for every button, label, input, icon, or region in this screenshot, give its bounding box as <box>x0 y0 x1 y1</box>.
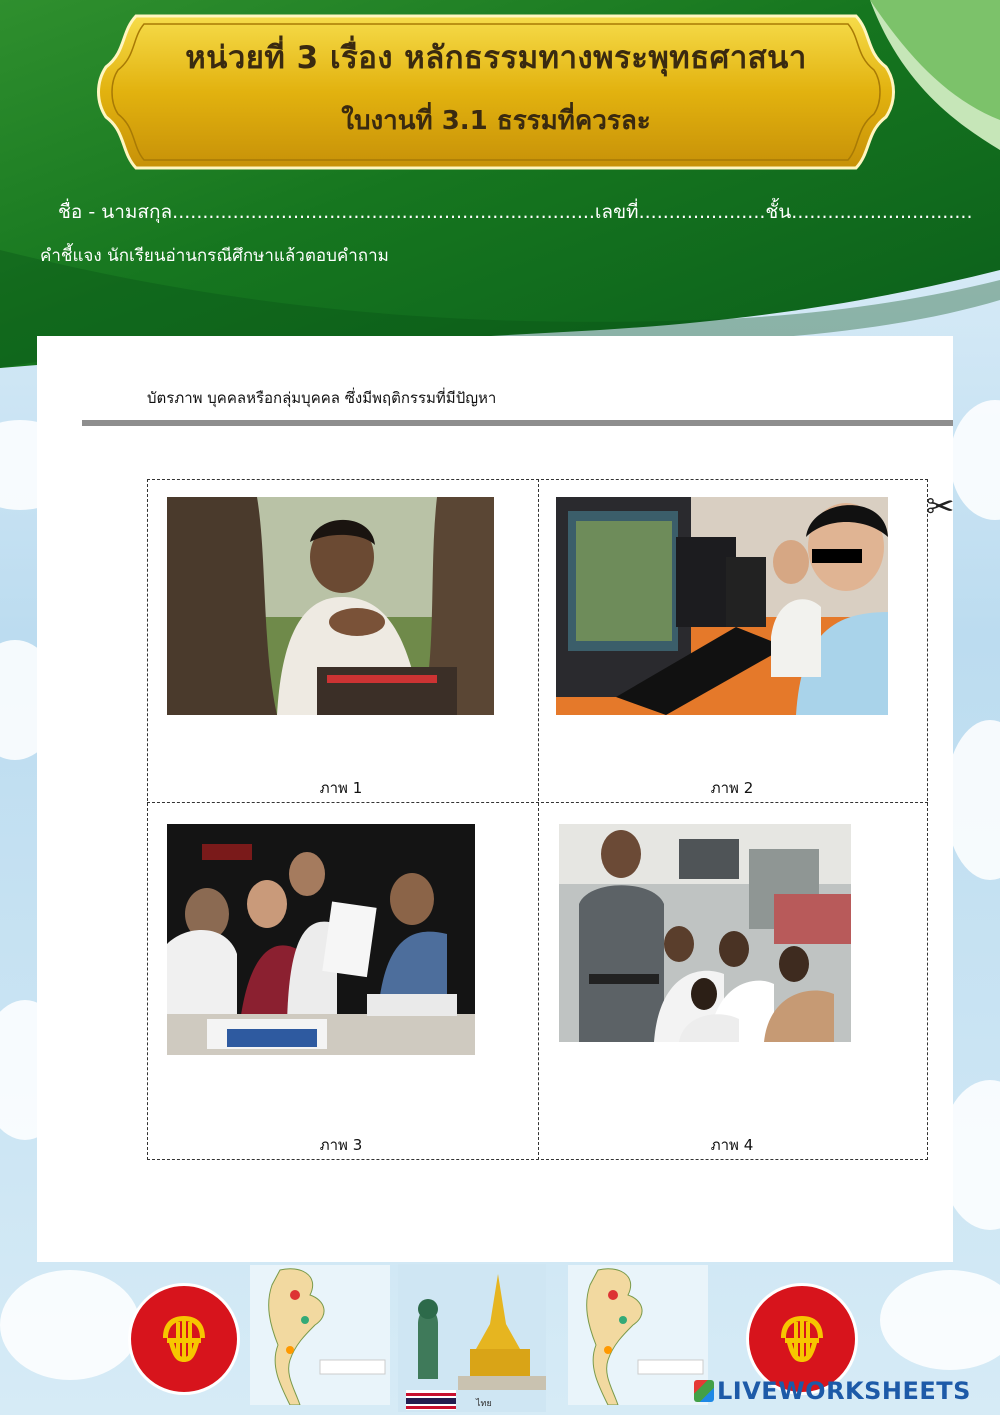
picture-4-photo <box>559 824 851 1042</box>
picture-2-photo <box>556 497 888 715</box>
divider-rule <box>82 420 953 426</box>
temple-illustration <box>398 1264 546 1412</box>
picture-3-photo <box>167 824 475 1055</box>
picture-3-label: ภาพ 3 <box>319 1136 363 1154</box>
liveworksheets-brand-text: LIVEWORKSHEETS <box>717 1377 971 1405</box>
cut-line-horizontal <box>147 802 928 803</box>
picture-2-label: ภาพ 2 <box>710 779 754 797</box>
thailand-map-illustration <box>250 1265 390 1405</box>
picture-1-label: ภาพ 1 <box>319 779 363 797</box>
scissors-icon: ✂ <box>926 487 955 527</box>
picture-4-label: ภาพ 4 <box>710 1136 754 1154</box>
picture-1-photo <box>167 497 494 715</box>
thailand-label: ไทย <box>476 1399 492 1409</box>
card-caption: บัตรภาพ บุคคลหรือกลุ่มบุคคล ซึ่งมีพฤติกรรมที่มีปัญหา <box>147 389 497 407</box>
instruction-text: คำชี้แจง นักเรียนอ่านกรณีศึกษาแล้วตอบคำถาม <box>40 246 389 266</box>
student-info-line[interactable]: ชื่อ - นามสกุล......................................................................เลขที่.....................ชั้น.............................. <box>58 201 973 223</box>
liveworksheets-badge-icon <box>694 1380 714 1402</box>
asean-emblem-icon <box>128 1283 240 1395</box>
worksheet-title: ใบงานที่ 3.1 ธรรมที่ควรละ <box>341 106 651 136</box>
thailand-map-illustration <box>568 1265 708 1405</box>
cloud-decoration <box>0 1270 140 1380</box>
cut-line-vertical <box>538 479 539 1160</box>
liveworksheets-logo[interactable] <box>694 1377 971 1405</box>
unit-title: หน่วยที่ 3 เรื่อง หลักธรรมทางพระพุทธศาสนา <box>185 40 807 76</box>
